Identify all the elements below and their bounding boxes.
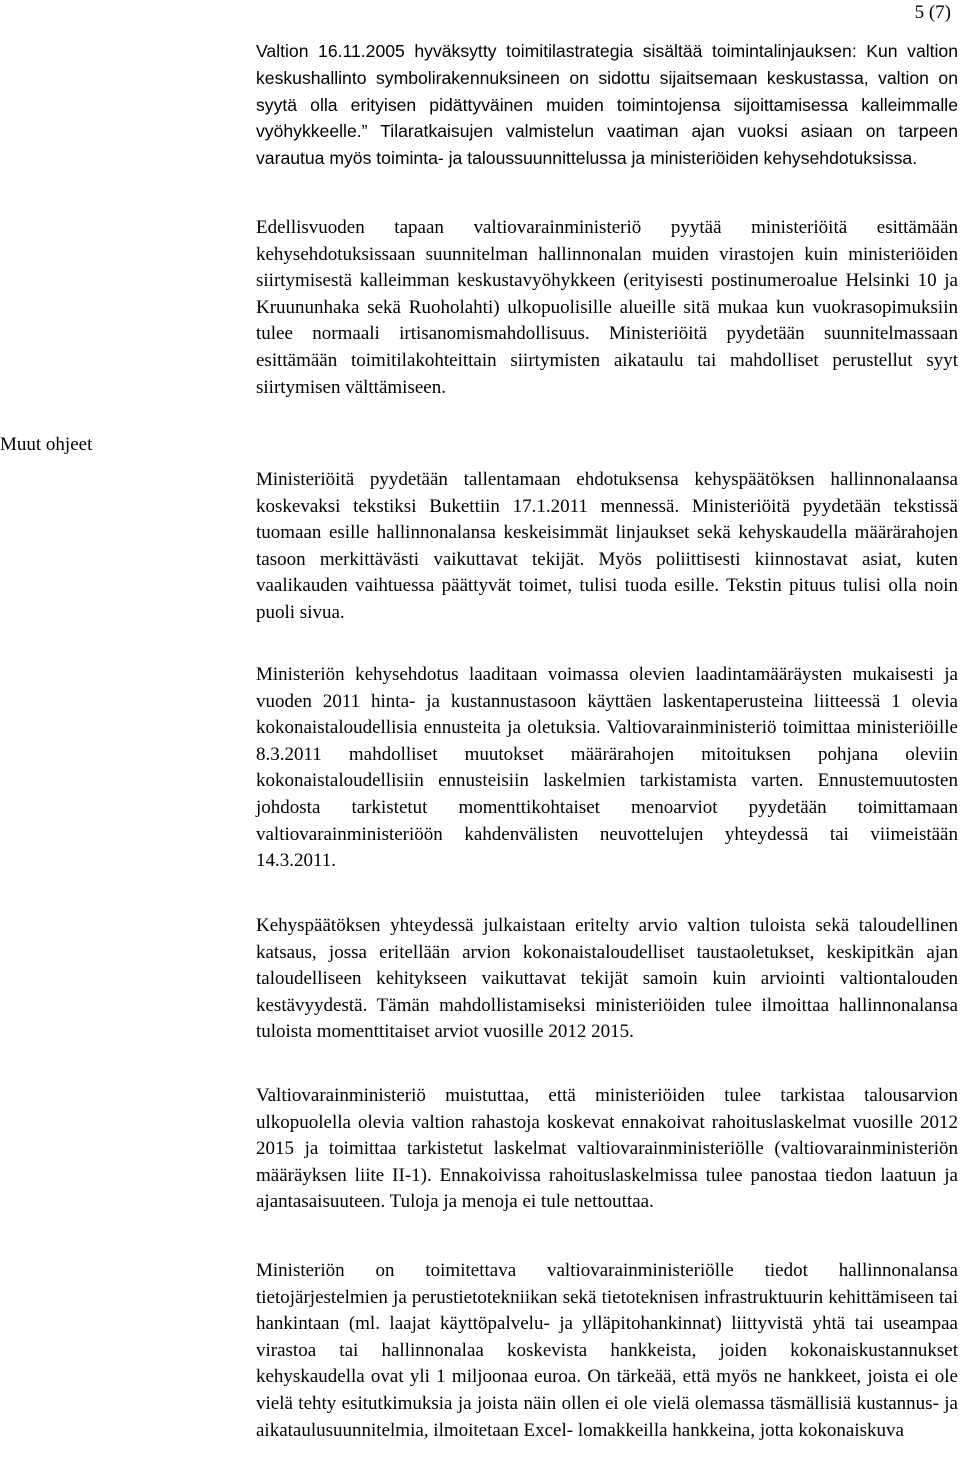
paragraph-relocation-plan: Edellisvuoden tapaan valtiovarainministeriö pyytää ministeriöitä esittämään kehysehdotuksissaan suunnitelman hallinnonalan muiden virastojen kuin ministeriöiden siirtymisestä kalleimman keskustavyöhykkeen (erityisesti postinumeroalue Helsinki 10 ja Kruununhaka sekä Ruoholahti) ulkopuolisille alueille sitä mukaa kun vuokrasopimuksiin tulee normaali irtisanomismahdollisuus. Ministeriöitä pyydetään suunnitelmassaan esittämään toimitilakohteittain siirtymisten aikataulu tai mahdolliset perustellut syyt siirtymisen välttämiseen. [256, 217, 958, 398]
paragraph-block [256, 38, 958, 172]
paragraph-revenue-estimate: Kehyspäätöksen yhteydessä julkaistaan eritelty arvio valtion tuloista sekä taloudellinen katsaus, jossa eritellään arvion kokonaistaloudelliset taustaoletukset, keskipitkän ajan taloudelliseen kehitykseen vaikuttavat tekijät samoin kuin arviointi valtiontalouden kestävyydestä. Tämän mahdollistamiseksi ministeriöiden tulee ilmoittaa hallinnonalansa tuloista momenttitaiset arviot vuosille 2012 2015. [256, 915, 958, 1043]
page-number: 5 (7) [914, 2, 951, 23]
paragraph-block [256, 1258, 958, 1444]
side-heading: Muut ohjeet [0, 434, 93, 455]
paragraph-block [256, 913, 958, 1046]
paragraph-strategy: Valtion 16.11.2005 hyväksytty toimitilastrategia sisältää toimintalinjauksen: Kun valtion keskushallinto symbolirakennuksineen on sidottu sijaitsemaan keskustassa, valtion on syytä olla erityisen pidättyväinen muiden toimintojensa sijoittamisessa kalleimmalle vyöhykkeelle.” Tilaratkaisujen valmistelun vaatiman ajan vuoksi asiaan on tarpeen varautua myös toiminta- ja taloussuunnittelussa ja ministeriöiden kehysehdotuksissa. [256, 41, 958, 169]
paragraph-frame-proposal: Ministeriön kehysehdotus laaditaan voimassa olevien laadintamääräysten mukaisesti ja vuoden 2011 hinta- ja kustannustasoon käyttäen laskentaperusteina liitteessä 1 olevia kokonaistaloudellisia ennusteita ja oletuksia. Valtiovarainministeriö toimittaa ministeriöille 8.3.2011 mahdolliset muutokset määrärahojen mitoituksen pohjana oleviin kokonaistaloudellisiin ennusteisiin laskelmien tarkistamista varten. Ennustemuutosten johdosta tarkistetut momenttikohtaiset menoarviot pyydetään toimittamaan valtiovarainministeriöön kahdenvälisten neuvottelujen yhteydessä tai viimeistään 14.3.2011. [256, 664, 958, 872]
paragraph-funds: Valtiovarainministeriö muistuttaa, että ministeriöiden tulee tarkistaa talousarvion ulkopuolella olevia valtion rahastoja koskevat ennakoivat rahoituslaskelmat vuosille 2012 2015 ja toimittaa tarkistetut laskelmat valtiovarainministeriölle (valtiovarainministeriön määräyksen liite II-1). Ennakoivissa rahoituslaskelmissa tulee panostaa tiedon laatuun ja ajantasaisuuteen. Tuloja ja menoja ei tule nettouttaa. [256, 1085, 958, 1213]
paragraph-block [256, 662, 958, 875]
paragraph-block [256, 1083, 958, 1216]
paragraph-it-projects: Ministeriön on toimitettava valtiovarainministeriölle tiedot hallinnonalansa tietojärjestelmien ja perustietotekniikan sekä tietoteknisen infrastruktuurin kehittämiseen tai hankintaan (ml. laajat käyttöpalvelu- ja ylläpitohankinnat) liittyvistä yhtä tai useampaa virastoa tai hallinnonalaa koskevista hankkeista, joiden kokonaiskustannukset kehyskaudella ovat yli 1 miljoonaa euroa. On tärkeää, että myös ne hankkeet, joista ei ole vielä tehty esitutkimuksia ja joista näin ollen ei ole vielä olemassa täsmällisiä kustannus- ja aikataulusuunnitelmia, ilmoitetaan Excel- lomakkeilla hankkeina, jotta kokonaiskuva [256, 1260, 958, 1441]
paragraph-block [256, 467, 958, 627]
paragraph-block [256, 215, 958, 401]
paragraph-buketti: Ministeriöitä pyydetään tallentamaan ehdotuksensa kehyspäätöksen hallinnonalaansa koskevaksi tekstiksi Bukettiin 17.1.2011 mennessä. Ministeriöitä pyydetään tekstissä tuomaan esille hallinnonalansa keskeisimmät linjaukset sekä kehyskaudella määrärahojen tasoon merkittävästi vaikuttavat tekijät. Myös poliittisesti kiinnostavat asiat, kuten vaalikauden vaihtuessa päättyvät toimet, tulisi tuoda esille. Tekstin pituus tulisi olla noin puoli sivua. [256, 469, 958, 623]
